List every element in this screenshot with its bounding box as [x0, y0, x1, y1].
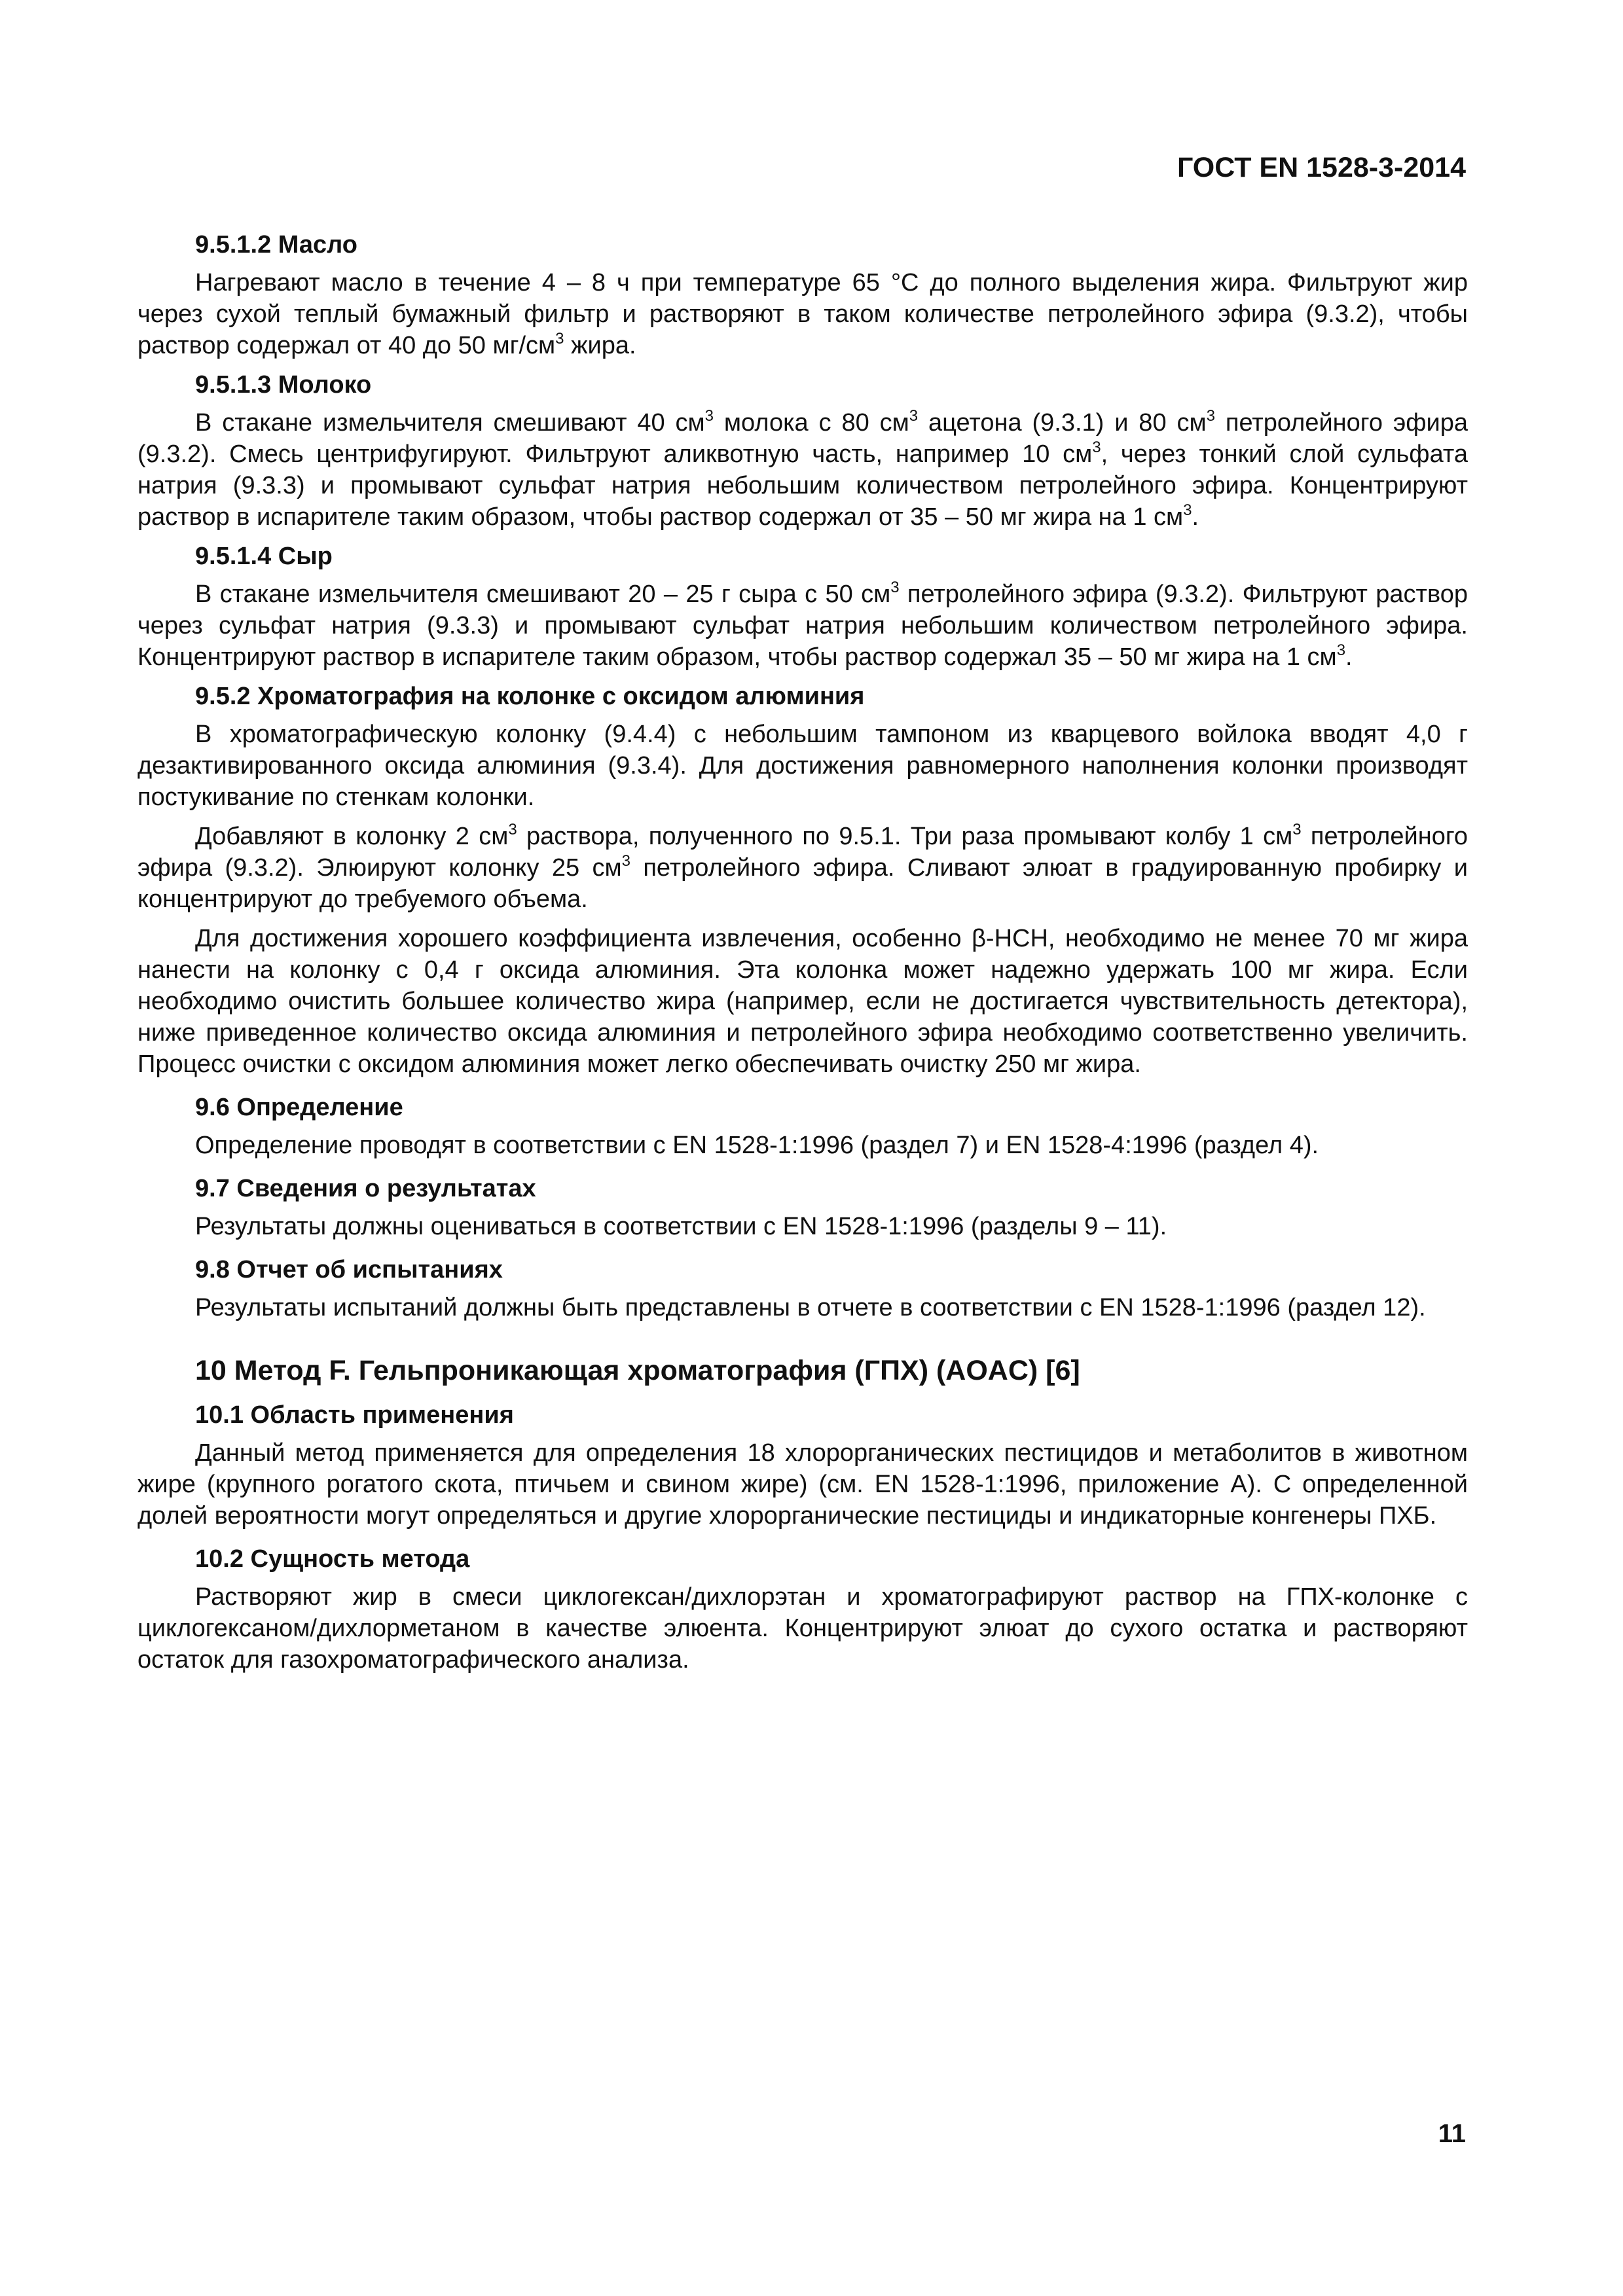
paragraph-98: Результаты испытаний должны быть представлены в отчете в соответствии с EN 1528-1:1996 (раздел 12).	[195, 1294, 1426, 1321]
section-heading-9514: 9.5.1.4 Сыр	[195, 543, 333, 570]
paragraph-952-2: Добавляют в колонку 2 $см^3$ раствора, полученного по 9.5.1. Три раза промывают колбу 1 $см^3$ петролейного эфира (9.3.2). Элюируют колонку 25 $см^3$ петролейного эфира. Сливают элюат в градуированную пробирку и концентрируют до требуемого объема.	[137, 821, 1468, 913]
paragraph-97: Результаты должны оцениваться в соответствии с EN 1528-1:1996 (разделы 9 – 11).	[195, 1213, 1167, 1240]
section-heading-9512: 9.5.1.2 Масло	[195, 231, 358, 259]
section-heading-952: 9.5.2 Хроматография на колонке с оксидом алюминия	[195, 683, 865, 710]
document-id: ГОСТ EN 1528-3-2014	[1176, 152, 1466, 183]
section-heading-98: 9.8 Отчет об испытаниях	[195, 1256, 503, 1283]
paragraph-101: Данный метод применяется для определения 18 хлорорганических пестицидов и метаболитов в животном жире (крупного рогатого скота, птичьем и свином жире) (см. EN 1528-1:1996, приложение А). С определенной долей вероятности могут определяться и другие хлорорганические пестициды и индикаторные конгенеры ПХБ.	[137, 1439, 1468, 1530]
section-heading-101: 10.1 Область применения	[195, 1401, 514, 1429]
section-heading-97: 9.7 Сведения о результатах	[195, 1175, 536, 1202]
paragraph-952-3: Для достижения хорошего коэффициента извлечения, особенно β-НСН, необходимо не менее 70 мг жира нанести на колонку с 0,4 г оксида алюминия. Эта колонка может надежно удержать 100 мг жира. Если необходимо очистить большее количество жира (например, если не достигается чувствительность детектора), ниже приведенное количество оксида алюминия и петролейного эфира необходимо соответственно увеличить. Процесс очистки с оксидом алюминия может легко обеспечивать очистку 250 мг жира.	[137, 925, 1468, 1078]
paragraph-96: Определение проводят в соответствии с EN 1528-1:1996 (раздел 7) и EN 1528-4:1996 (раздел 4).	[195, 1132, 1319, 1159]
paragraph-952-1: В хроматографическую колонку (9.4.4) с небольшим тампоном из кварцевого войлока вводят 4,0 г дезактивированного оксида алюминия (9.3.4). Для достижения равномерного наполнения колонки производят постукивание по стенкам колонки.	[137, 721, 1468, 811]
paragraph-9514: В стакане измельчителя смешивают 20 – 25 г сыра с 50 $см^3$ петролейного эфира (9.3.2). Фильтруют раствор через сульфат натрия (9.3.3) и промывают сульфат натрия небольшим количеством петролейного эфира. Концентрируют раствор в испарителе таким образом, чтобы раствор содержал 35 – 50 мг жира на 1 $см^3$.	[137, 579, 1468, 671]
chapter-heading-10: 10 Метод F. Гельпроникающая хроматография (ГПХ) (AOAC) [6]	[195, 1355, 1080, 1386]
paragraph-9512: Нагревают масло в течение 4 – 8 ч при температуре 65 °С до полного выделения жира. Фильтруют жир через сухой теплый бумажный фильтр и растворяют в таком количестве петролейного эфира (9.3.2), чтобы раствор содержал от 40 до 50 $мг/см^3$ жира.	[137, 269, 1468, 359]
section-heading-96: 9.6 Определение	[195, 1094, 403, 1121]
section-heading-102: 10.2 Сущность метода	[195, 1545, 470, 1573]
paragraph-9513: В стакане измельчителя смешивают 40 $см^3$ молока с 80 $см^3$ ацетона (9.3.1) и 80 $см^3$ петролейного эфира (9.3.2). Смесь центрифугируют. Фильтруют аликвотную часть, например 10 $см^3$, через тонкий слой сульфата натрия (9.3.3) и промывают сульфат натрия небольшим количеством петролейного эфира. Концентрируют раствор в испарителе таким образом, чтобы раствор содержал от 35 – 50 мг жира на 1 $см^3$.	[137, 407, 1468, 531]
page-number: 11	[1438, 2119, 1466, 2148]
section-heading-9513: 9.5.1.3 Молоко	[195, 371, 372, 399]
paragraph-102: Растворяют жир в смеси циклогексан/дихлорэтан и хроматографируют раствор на ГПХ-колонке с циклогексаном/дихлорметаном в качестве элюента. Концентрируют элюат до сухого остатка и растворяют остаток для газохроматографического анализа.	[137, 1583, 1468, 1674]
page-content	[137, 229, 1468, 1683]
